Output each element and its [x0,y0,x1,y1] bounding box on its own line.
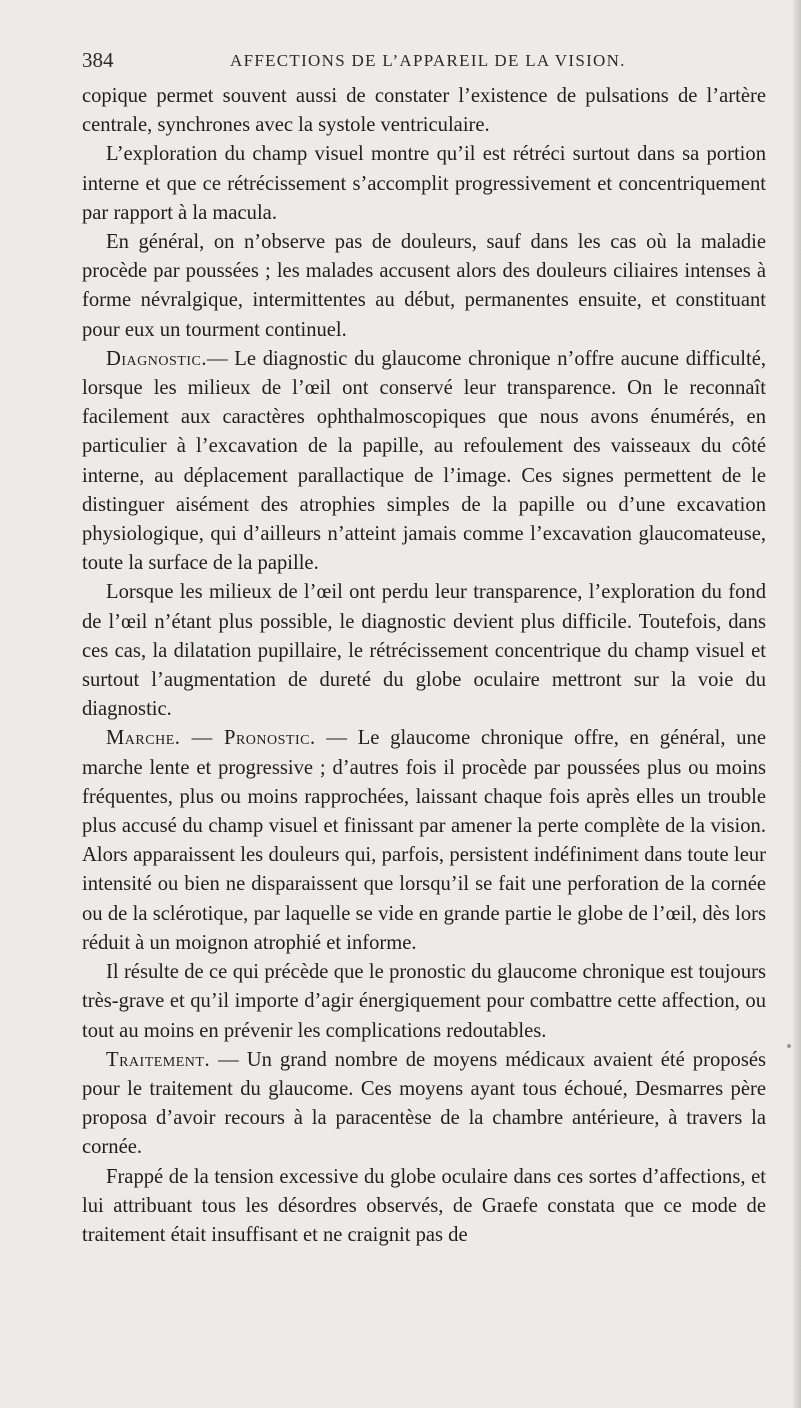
paragraph: Il résulte de ce qui précède que le pronostic du glaucome chronique est toujours très-grave et qu’il importe d’agir énergiquement pour combattre cette affection, ou tout au moins en prévenir les complications redoutables. [82,961,766,1042]
paper-speck [787,1044,791,1048]
paragraph-traitement: Traitement. — Un grand nombre de moyens médicaux avaient été proposés pour le traitement du glaucome. Ces moyens ayant tous échoué, Desmarres père proposa d’avoir recours à la paracentèse de la chambre antérieure, à travers la cornée. [82,1048,766,1159]
running-head: AFFECTIONS DE L’APPAREIL DE LA VISION. [230,51,626,70]
body-text [82,82,766,1250]
paragraph: Frappé de la tension excessive du globe oculaire dans ces sortes d’affections, et lui attribuant tous les désordres observés, de Graefe constata que ce mode de traitement était insuffisant et ne craignit pas de [82,1165,766,1246]
section-heading-traitement: Traitement. [106,1048,211,1071]
section-heading-marche-pronostic: Marche. — Pronostic. [106,727,316,750]
paragraph: L’exploration du champ visuel montre qu’il est rétréci surtout dans sa portion interne et que ce rétrécissement s’accomplit progressivement et concentriquement par rapport à la macula. [82,143,766,224]
paragraph: copique permet souvent aussi de constater l’existence de pulsations de l’artère centrale, synchrones avec la systole ventriculaire. [82,85,766,137]
paragraph-marche-pronostic: Marche. — Pronostic. — Le glaucome chronique offre, en général, une marche lente et progressive ; d’autres fois il procède par poussées plus ou moins fréquentes, plus ou moins rapprochées, laissant chaque fois après elles un trouble plus accusé du champ visuel et finissant par amener la perte complète de la vision. Alors apparaissent les douleurs qui, parfois, persistent indéfiniment dans toute leur intensité ou bien ne disparaissent que lorsqu’il se fait une perforation de la cornée ou de la sclérotique, par laquelle se vide en grande partie le globe de l’œil, dès lors réduit à un moignon atrophié et informe. [82,727,766,954]
paragraph: Lorsque les milieux de l’œil ont perdu leur transparence, l’exploration du fond de l’œil n’étant plus possible, le diagnostic devient plus difficile. Toutefois, dans ces cas, la dilatation pupillaire, le rétrécissement concentrique du champ visuel et surtout l’augmentation de dureté du globe oculaire mettront sur la voie du diagnostic. [82,581,766,721]
section-heading-diagnostic: Diagnostic. [106,347,207,370]
page-number: 384 [82,48,114,72]
page-edge [793,0,801,1408]
paragraph-diagnostic: Diagnostic.— Le diagnostic du glaucome chronique n’offre aucune difficulté, lorsque les milieux de l’œil ont conservé leur transparence. On le reconnaît facilement aux caractères ophthalmoscopiques que nous avons énumérés, en particulier à l’excavation de la papille, au refoulement des vaisseaux du côté interne, au déplacement parallactique de l’image. Ces signes permettent de le distinguer aisément des atrophies simples de la papille ou d’une excavation physiologique, qui d’ailleurs n’atteint jamais comme l’excavation glaucomateuse, toute la surface de la papille. [82,347,766,575]
paragraph: En général, on n’observe pas de douleurs, sauf dans les cas où la maladie procède par poussées ; les malades accusent alors des douleurs ciliaires intenses à forme névralgique, intermittentes au début, permanentes ensuite, et constituant pour eux un tourment continuel. [82,231,766,341]
page-header [82,48,722,84]
